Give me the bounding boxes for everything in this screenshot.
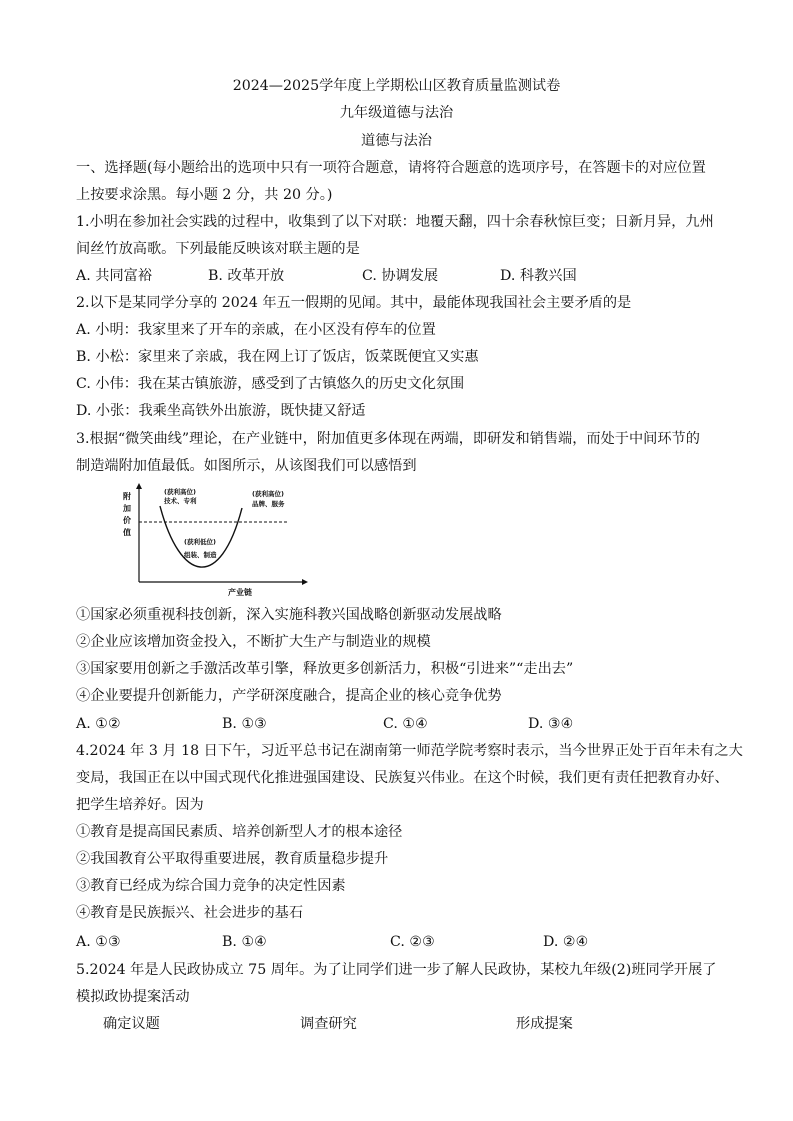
subject-title: 道德与法治: [361, 133, 432, 149]
q3-option-a: A. ①②: [76, 716, 121, 732]
exam-title: 2024—2025学年度上学期松山区教育质量监测试卷: [232, 78, 561, 94]
q2-option-c: C. 小伟：我在某古镇旅游，感受到了古镇悠久的历史文化氛围: [76, 376, 465, 392]
smile-curve-figure: [120, 482, 310, 600]
y-axis-label-4: 值: [123, 528, 131, 537]
section-intro-line1: 一、选择题(每小题给出的选项中只有一项符合题意，请将符合题意的选项序号，在答题卡的对应位置: [76, 160, 706, 176]
q3-option-c: C. ①④: [383, 716, 428, 732]
x-axis-label: 产业链: [228, 588, 252, 597]
section-intro-line2: 上按要求涂黑。每小题 2 分，共 20 分。): [76, 187, 333, 203]
x-axis-arrow-icon: [302, 579, 308, 585]
q4-stem-line3: 把学生培养好。因为: [76, 797, 204, 813]
y-axis-label-2: 加: [123, 504, 131, 513]
q3-statement-4: ④企业要提升创新能力，产学研深度融合，提高企业的核心竞争优势: [76, 688, 502, 704]
bottom-sub: 组装、制造: [184, 551, 217, 559]
q3-stem-line1: 3.根据“微笑曲线”理论，在产业链中，附加值更多体现在两端，即研发和销售端，而处于中间环节的: [76, 431, 700, 447]
q5-step-2: 调查研究: [300, 1016, 357, 1032]
q5-step-3: 形成提案: [516, 1016, 573, 1032]
q3-statement-1: ①国家必须重视科技创新，深入实施科教兴国战略创新驱动发展战略: [76, 607, 502, 623]
q4-option-a: A. ①③: [76, 934, 121, 950]
q3-stem-line2: 制造端附加值最低。如图所示，从该图我们可以感悟到: [76, 458, 417, 474]
q3-option-d: D. ③④: [528, 716, 574, 732]
q2-option-b: B. 小松：家里来了亲戚，我在网上订了饭店，饭菜既便宜又实惠: [76, 349, 479, 365]
q4-option-c: C. ②③: [390, 934, 435, 950]
q4-option-b: B. ①④: [222, 934, 267, 950]
left-top-label: (获利高位): [164, 488, 196, 496]
q5-step-1: 确定议题: [103, 1016, 160, 1032]
right-top-sub: 品牌、服务: [252, 500, 285, 508]
q3-option-b: B. ①③: [222, 716, 267, 732]
q2-stem: 2.以下是某同学分享的 2024 年五一假期的见闻。其中，最能体现我国社会主要矛盾的是: [76, 295, 632, 311]
q1-stem-line1: 1.小明在参加社会实践的过程中，收集到了以下对联：地覆天翻，四十余春秋惊巨变；日新月异，九州: [76, 214, 714, 230]
grade-subject: 九年级道德与法治: [339, 105, 454, 121]
left-top-sub: 技术、专利: [164, 497, 197, 505]
q1-option-c: C. 协调发展: [362, 268, 439, 284]
y-axis-arrow-icon: [136, 483, 142, 489]
q4-statement-1: ①教育是提高国民素质、培养创新型人才的根本途径: [76, 824, 403, 840]
q4-statement-4: ④教育是民族振兴、社会进步的基石: [76, 905, 304, 921]
q2-option-a: A. 小明：我家里来了开车的亲戚，在小区没有停车的位置: [76, 322, 436, 338]
q5-stem-line2: 模拟政协提案活动: [76, 989, 190, 1005]
q5-stem-line1: 5.2024 年是人民政协成立 75 周年。为了让同学们进一步了解人民政协，某校九年级(2)班同学开展了: [76, 962, 717, 978]
q4-option-d: D. ②④: [543, 934, 589, 950]
q1-option-d: D. 科教兴国: [500, 268, 577, 284]
q3-statement-3: ③国家要用创新之手激活改革引擎，释放更多创新活力，积极“引进来”“走出去”: [76, 661, 574, 677]
q2-option-d: D. 小张：我乘坐高铁外出旅游，既快捷又舒适: [76, 403, 366, 419]
bottom-label: (获利低位): [184, 538, 216, 546]
right-top-label: (获利高位): [252, 490, 284, 498]
y-axis-label-1: 附: [123, 492, 131, 501]
y-axis-label-3: 价: [123, 516, 131, 525]
q4-stem-line2: 变局，我国正在以中国式现代化推进强国建设、民族复兴伟业。在这个时候，我们更有责任把教育办好、: [76, 770, 729, 786]
q4-stem-line1: 4.2024 年 3 月 18 日下午，习近平总书记在湖南第一师范学院考察时表示，当今世界正处于百年未有之大: [76, 743, 743, 759]
q1-stem-line2: 间丝竹放高歌。下列最能反映该对联主题的是: [76, 241, 360, 257]
q1-option-a: A. 共同富裕: [76, 268, 153, 284]
q3-statement-2: ②企业应该增加资金投入，不断扩大生产与制造业的规模: [76, 634, 431, 650]
q4-statement-3: ③教育已经成为综合国力竞争的决定性因素: [76, 878, 346, 894]
q1-option-b: B. 改革开放: [208, 268, 285, 284]
q4-statement-2: ②我国教育公平取得重要进展，教育质量稳步提升: [76, 851, 389, 867]
